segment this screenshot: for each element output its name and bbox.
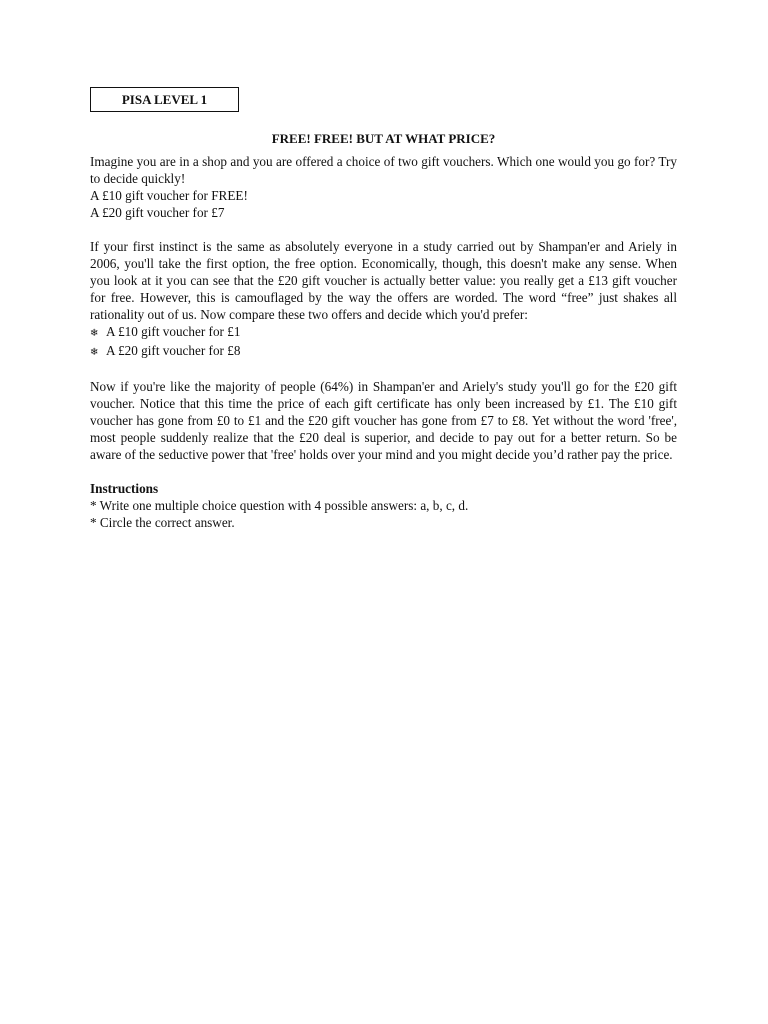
level-label-box (90, 87, 239, 112)
page-title: FREE! FREE! BUT AT WHAT PRICE? (271, 131, 496, 146)
body-paragraph-2: Now if you're like the majority of people (64%) in Shampan'er and Ariely's study you'll go for the £20 gift voucher. Notice that this time the price of each gift certificate has only been increased by £1. The £10 gift voucher has gone from £0 to £1 and the £20 gift voucher has gone from £7 to £8. Yet without the word 'free', most people suddenly realize that the £20 deal is superior, and decide to pay out for a better return. So be aware of the seductive power that 'free' holds over your mind and you might decide you’d rather pay the price. (90, 379, 677, 462)
bullet-text: A £10 gift voucher for £1 (106, 324, 241, 339)
body-paragraph-1: If your first instinct is the same as absolutely everyone in a study carried out by Shampan'er and Ariely in 2006, you'll take the first option, the free option. Economically, though, this doesn't make any sense. When you look at it you can see that the £20 gift voucher is actually better value: you really get a £13 gift voucher for free. However, this is camouflaged by the way the offers are worded. The word “free” just shakes all rationality out of us. Now compare these two offers and decide which you'd prefer: (90, 239, 677, 322)
instructions-heading: Instructions (90, 481, 159, 496)
level-label: PISA LEVEL 1 (121, 92, 208, 107)
snowflake-bullet-icon: ❄ (90, 347, 99, 358)
document-page (90, 87, 677, 531)
list-item (90, 323, 677, 342)
intro-paragraph: Imagine you are in a shop and you are offered a choice of two gift vouchers. Which one would you go for? Try to decide quickly! (90, 154, 677, 186)
instruction-item: * Write one multiple choice question with 4 possible answers: a, b, c, d. (90, 498, 469, 513)
intro-option-1: A £10 gift voucher for FREE! (90, 188, 248, 203)
intro-option-2: A £20 gift voucher for £7 (90, 205, 225, 220)
instruction-item: * Circle the correct answer. (90, 515, 235, 530)
list-item (90, 342, 677, 361)
snowflake-bullet-icon: ❄ (90, 328, 99, 339)
instructions-section (90, 480, 677, 531)
body-section (90, 238, 677, 463)
bullet-text: A £20 gift voucher for £8 (106, 343, 241, 358)
intro-section (90, 153, 677, 221)
